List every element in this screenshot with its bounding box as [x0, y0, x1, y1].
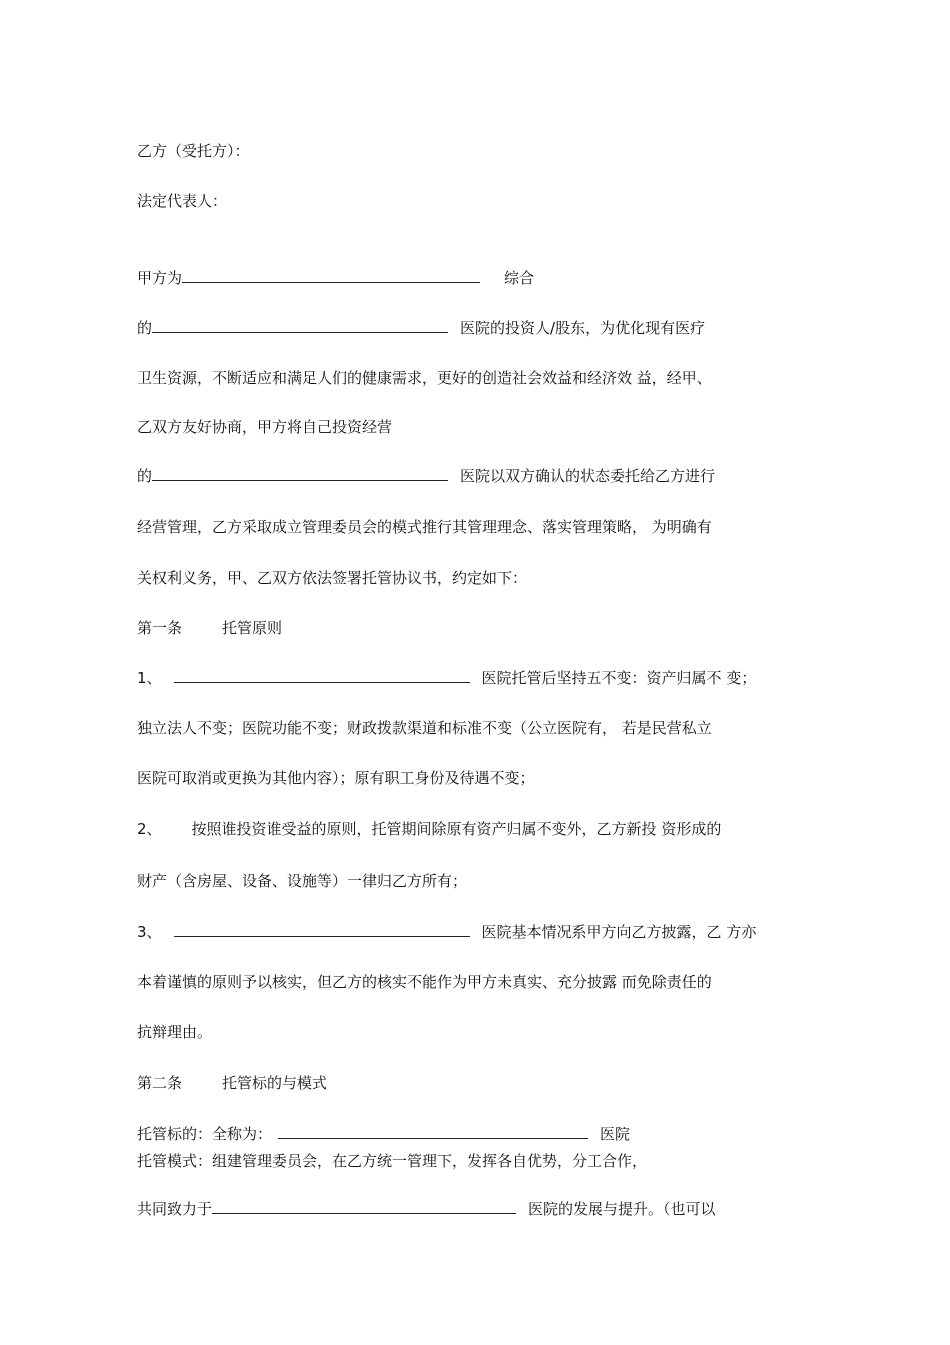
hospital-name-blank — [152, 466, 448, 481]
article-2-heading — [137, 1073, 327, 1093]
hospital-name-blank — [152, 318, 448, 333]
preamble-line-2 — [137, 318, 705, 338]
legal-rep-label: 法定代表人： — [137, 192, 228, 210]
article-1-item-2 — [137, 819, 721, 839]
preamble-prefix: 的 — [137, 319, 153, 337]
item-number: 2、 — [137, 820, 162, 838]
article-2-mode-line-2 — [137, 1199, 716, 1219]
preamble-prefix: 的 — [137, 467, 153, 485]
item-number: 3、 — [137, 923, 162, 941]
article-2-mode: 托管模式：组建管理委员会，在乙方统一管理下，发挥各自优势，分工合作， — [137, 1152, 648, 1170]
article-1-item-3-line-3: 抗辩理由。 — [137, 1023, 213, 1041]
preamble-line-1 — [137, 268, 534, 288]
mode-suffix: 医院的发展与提升。（也可以 — [528, 1200, 716, 1218]
hospital-name-blank — [278, 1124, 588, 1139]
item-text: 按照谁投资谁受益的原则，托管期间除原有资产归属不变外，乙方新投 资形成的 — [191, 820, 722, 838]
preamble-line-4: 乙双方友好协商，甲方将自己投资经营 — [137, 418, 393, 436]
preamble-suffix: 医院的投资人/股东，为优化现有医疗 — [460, 319, 706, 337]
article-number: 第一条 — [137, 619, 183, 637]
preamble-line-6: 经营管理，乙方采取成立管理委员会的模式推行其管理理念、落实管理策略， 为明确有 — [137, 518, 712, 536]
article-1-item-2-line-2: 财产（含房屋、设备、设施等）一律归乙方所有； — [137, 872, 468, 890]
article-1-item-3 — [137, 922, 756, 942]
article-title: 托管原则 — [222, 619, 283, 637]
article-1-item-1-line-2: 独立法人不变；医院功能不变；财政拨款渠道和标准不变（公立医院有， 若是民营私立 — [137, 719, 712, 737]
hospital-owner-blank — [182, 268, 480, 283]
preamble-line-7: 关权利义务，甲、乙双方依法签署托管协议书，约定如下： — [137, 569, 528, 587]
hospital-name-blank — [174, 922, 470, 937]
item-text: 医院基本情况系甲方向乙方披露，乙 方亦 — [481, 923, 757, 941]
mode-prefix: 共同致力于 — [137, 1200, 213, 1218]
preamble-suffix: 综合 — [504, 269, 535, 287]
article-1-item-1-line-3: 医院可取消或更换为其他内容）；原有职工身份及待遇不变； — [137, 769, 535, 787]
preamble-line-5 — [137, 466, 715, 486]
article-2-target — [137, 1124, 630, 1144]
preamble-prefix: 甲方为 — [137, 269, 183, 287]
preamble-line-3: 卫生资源，不断适应和满足人们的健康需求，更好的创造社会效益和经济效 益，经甲、 — [137, 369, 712, 387]
article-1-item-1 — [137, 668, 756, 688]
target-label: 托管标的：全称为： — [137, 1125, 273, 1143]
article-title: 托管标的与模式 — [222, 1074, 328, 1092]
item-number: 1、 — [137, 669, 162, 687]
hospital-name-blank — [174, 668, 470, 683]
preamble-suffix: 医院以双方确认的状态委托给乙方进行 — [460, 467, 716, 485]
article-1-item-3-line-2: 本着谨慎的原则予以核实，但乙方的核实不能作为甲方未真实、充分披露 而免除责任的 — [137, 973, 712, 991]
article-1-heading — [137, 618, 282, 638]
article-number: 第二条 — [137, 1074, 183, 1092]
target-suffix: 医院 — [600, 1125, 631, 1143]
hospital-name-blank — [212, 1199, 516, 1214]
item-text: 医院托管后坚持五不变：资产归属不 变； — [481, 669, 757, 687]
party-b-label: 乙方（受托方）： — [137, 142, 250, 160]
